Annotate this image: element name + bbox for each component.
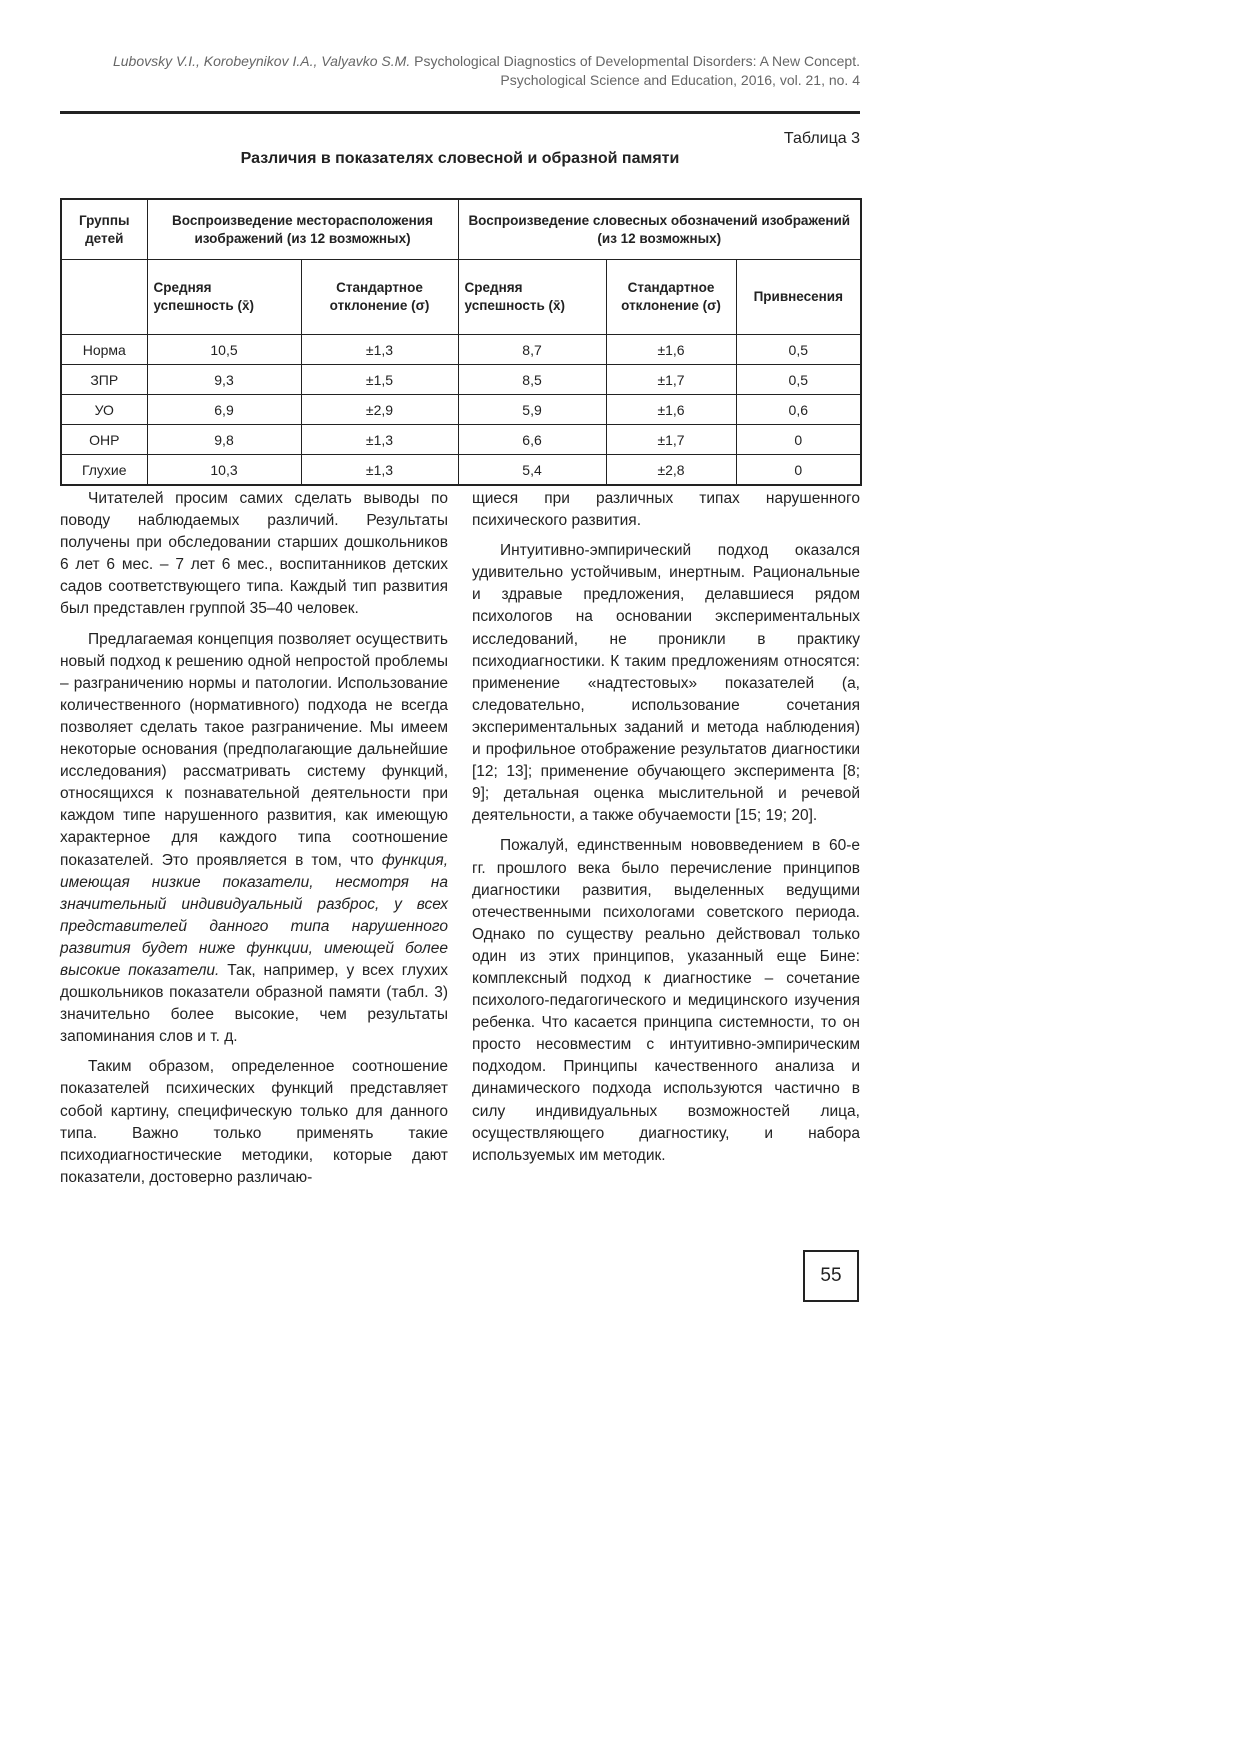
- col-location-header: Воспроизведение месторасположения изображений (из 12 возможных): [147, 199, 458, 260]
- table-row: [61, 365, 861, 395]
- cell-loc-sd: ±1,5: [301, 365, 458, 395]
- header-line-1: [60, 52, 860, 71]
- cell-intrusions: 0: [736, 425, 861, 455]
- cell-loc-sd: ±1,3: [301, 425, 458, 455]
- paragraph: Читателей просим самих сделать выводы по поводу наблюдаемых различий. Результаты получены при обследовании старших дошкольников 6 лет 6 мес. – 7 лет 6 мес., воспитанников детских садов соответствующего типа. Каждый тип развития был представлен группой 35–40 человек.: [60, 490, 448, 618]
- cell-loc-mean: 9,3: [147, 365, 301, 395]
- table-row: [61, 395, 861, 425]
- col-groups-header: Группы детей: [61, 199, 147, 260]
- cell-loc-sd: ±2,9: [301, 395, 458, 425]
- cell-loc-mean: 10,3: [147, 455, 301, 486]
- cell-verb-sd: ±1,6: [606, 335, 736, 365]
- col-location-mean: Средняя успешность (x̄): [147, 260, 301, 335]
- cell-loc-sd: ±1,3: [301, 335, 458, 365]
- cell-loc-mean: 9,8: [147, 425, 301, 455]
- paragraph-text: Предлагаемая концепция позволяет осуществить новый подход к решению одной непростой проблемы – разграничению нормы и патологии. Использование количественного (нормативного) подхода не всегда позволяет сделать такое разграничение. Мы имеем некоторые основания (предполагающие дальнейшие исследования) рассматривать систему функций, относящихся к познавательной деятельности при каждом типе нарушенного развития, как имеющую характерное для каждого типа соотношение показателей. Это проявляется в том, что: [60, 630, 448, 869]
- row-group: Норма: [61, 335, 147, 365]
- paragraph: Пожалуй, единственным нововведением в 60-е гг. прошлого века было перечисление принципов диагностики развития, выделенных ведущими отечественными психологами советского периода. Однако по существу реально действовал только один из этих принципов, указанный еще Бине: комплексный подход к диагностике – сочетание психолого-педагогического и медицинского изучения ребенка. Что касается принципа системности, то он просто несовместим с интуитивно-эмпирическим подходом. Принципы качественного анализа и динамического подхода используются частично в силу индивидуальных возможностей лица, осуществляющего диагностику, и набора используемых им методик.: [472, 837, 860, 1164]
- cell-loc-sd: ±1,3: [301, 455, 458, 486]
- table-header-row-1: [61, 199, 861, 260]
- paragraph: Интуитивно-эмпирический подход оказался удивительно устойчивым, инертным. Рациональные и здравые предложения, делавшиеся рядом психологов на основании экспериментальных исследований, не проникли в практику психодиагностики. К таким предложениям относятся: применение «надтестовых» показателей (а, следовательно, использование сочетания экспериментальных заданий и метода наблюдения) и профильное отображение результатов диагностики [12; 13]; применение обучающего эксперимента [8; 9]; детальная оценка мыслительной и речевой деятельности, а также обучаемости [15; 19; 20].: [472, 542, 860, 825]
- col-verbal-mean: Средняя успешность (x̄): [458, 260, 606, 335]
- header-article-title: Psychological Diagnostics of Developmental Disorders: A New Concept.: [414, 53, 860, 69]
- header-rule: [60, 111, 860, 114]
- paragraph: [60, 629, 448, 1049]
- cell-verb-mean: 8,7: [458, 335, 606, 365]
- row-group: Глухие: [61, 455, 147, 486]
- cell-verb-sd: ±2,8: [606, 455, 736, 486]
- running-header: [60, 52, 860, 90]
- col-location-sd: Стандартное отклонение (σ): [301, 260, 458, 335]
- row-group: ОНР: [61, 425, 147, 455]
- cell-verb-mean: 5,9: [458, 395, 606, 425]
- cell-verb-sd: ±1,7: [606, 365, 736, 395]
- page-number: 55: [803, 1250, 859, 1302]
- body-column-left: [60, 488, 448, 1197]
- cell-verb-mean: 6,6: [458, 425, 606, 455]
- table-row: [61, 335, 861, 365]
- paragraph: Таким образом, определенное соотношение показателей психических функций представляет собой картину, специфическую только для данного типа. Важно только применять такие психодиагностические методики, которые дают показатели, достоверно различаю-: [60, 1058, 448, 1186]
- empty-header-cell: [61, 260, 147, 335]
- memory-table: [60, 198, 862, 486]
- table-row: [61, 455, 861, 486]
- cell-intrusions: 0,6: [736, 395, 861, 425]
- col-intrusions: Привнесения: [736, 260, 861, 335]
- paragraph: щиеся при различных типах нарушенного психического развития.: [472, 490, 860, 530]
- table-row: [61, 425, 861, 455]
- cell-verb-sd: ±1,7: [606, 425, 736, 455]
- row-group: УО: [61, 395, 147, 425]
- body-column-right: [472, 488, 860, 1175]
- paragraph-emphasis: функция, имеющая низкие показатели, несмотря на значительный индивидуальный разброс, у всех представителей данного типа нарушенного развития будет ниже функции, имеющей более высокие показатели.: [60, 851, 448, 979]
- col-verbal-sd: Стандартное отклонение (σ): [606, 260, 736, 335]
- cell-intrusions: 0,5: [736, 365, 861, 395]
- cell-loc-mean: 6,9: [147, 395, 301, 425]
- cell-verb-mean: 8,5: [458, 365, 606, 395]
- table-header-row-2: [61, 260, 861, 335]
- cell-verb-mean: 5,4: [458, 455, 606, 486]
- table-label: Таблица 3: [783, 130, 860, 147]
- cell-intrusions: 0: [736, 455, 861, 486]
- paragraph-text: Так, например, у всех глухих дошкольников показатели образной памяти (табл. 3) значительно более высокие, чем результаты запоминания слов и т. д.: [60, 961, 448, 1046]
- cell-intrusions: 0,5: [736, 335, 861, 365]
- header-authors: Lubovsky V.I., Korobeynikov I.A., Valyavko S.M.: [112, 53, 411, 69]
- row-group: ЗПР: [61, 365, 147, 395]
- header-journal: Psychological Science and Education, 2016, vol. 21, no. 4: [500, 72, 860, 88]
- table-title: Различия в показателях словесной и образной памяти: [240, 150, 680, 167]
- cell-verb-sd: ±1,6: [606, 395, 736, 425]
- cell-loc-mean: 10,5: [147, 335, 301, 365]
- col-verbal-header: Воспроизведение словесных обозначений изображений (из 12 возможных): [458, 199, 861, 260]
